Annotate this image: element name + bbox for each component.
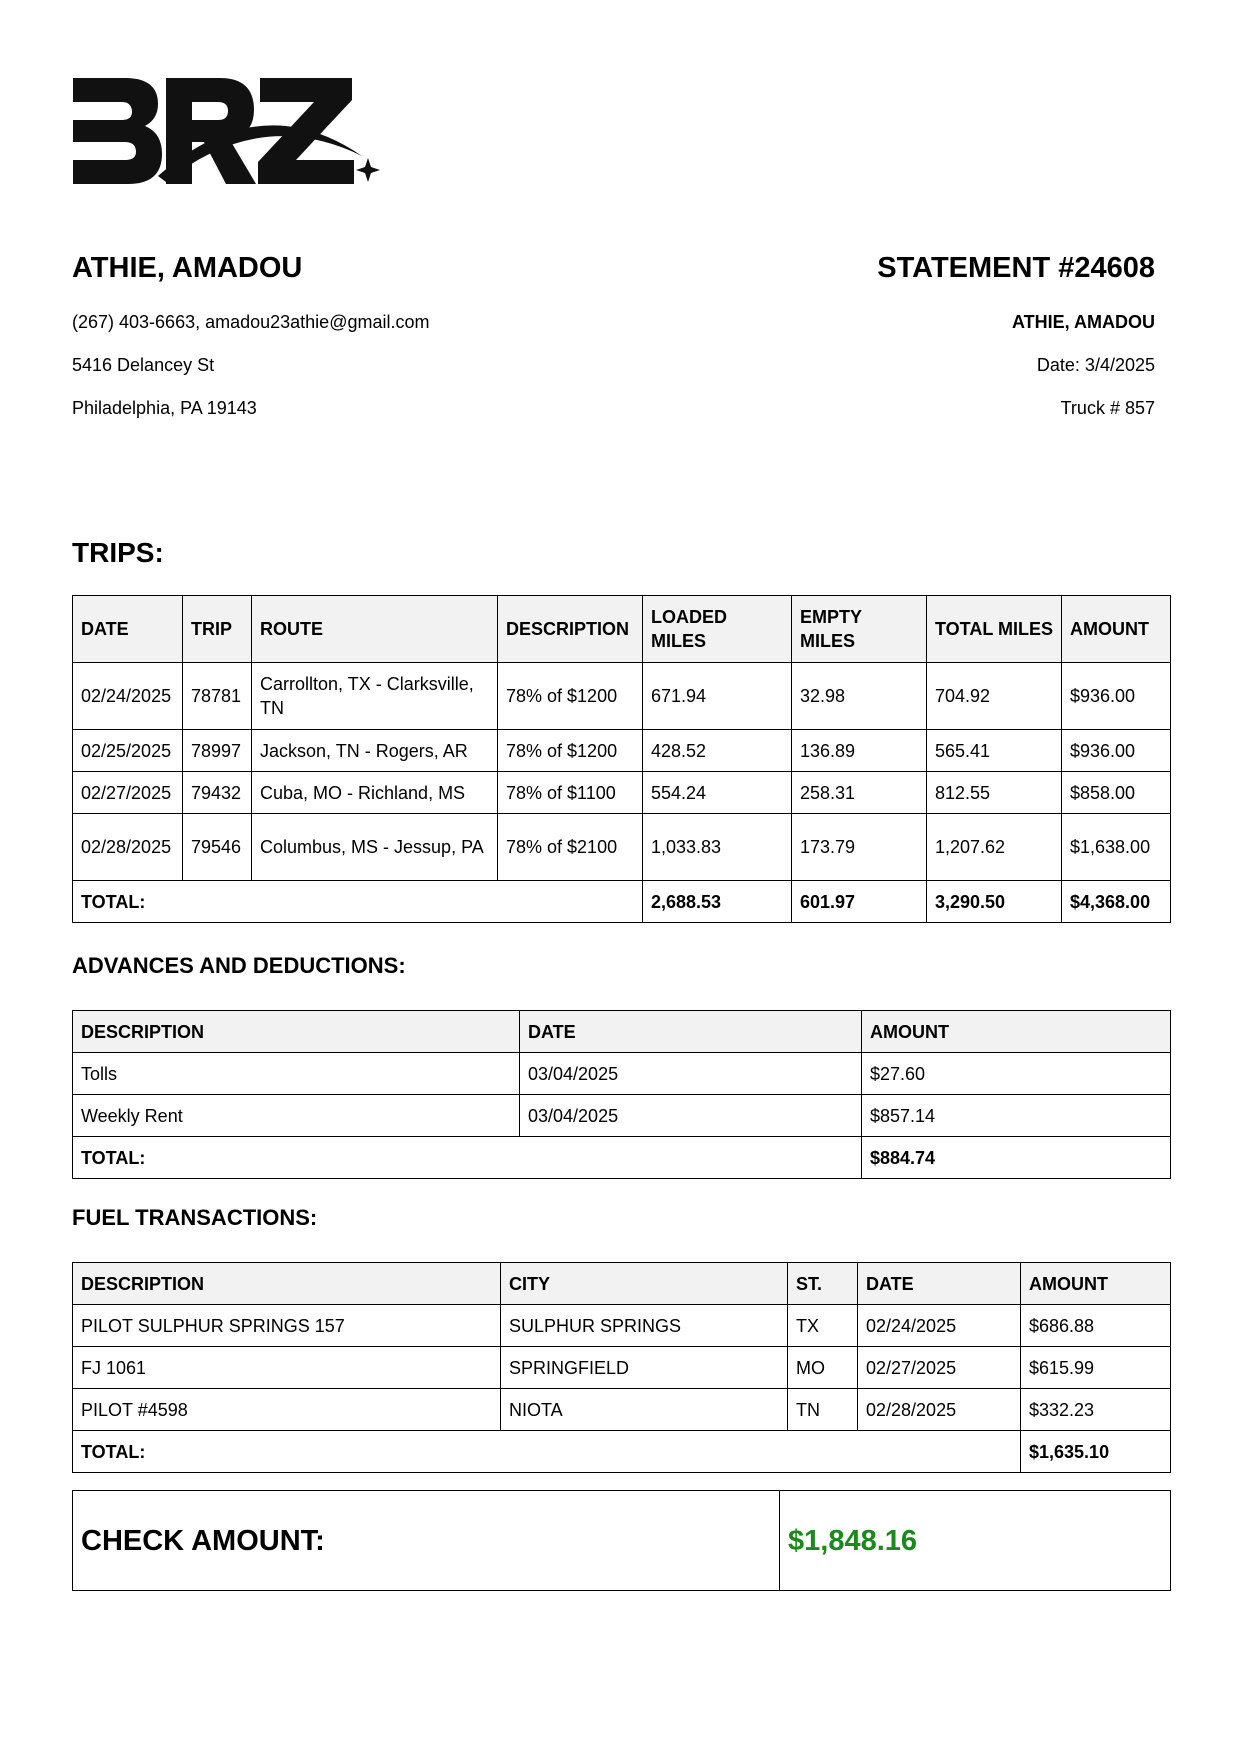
cell: 565.41 — [927, 730, 1062, 772]
cell: 02/28/2025 — [73, 814, 183, 881]
cell: 78997 — [183, 730, 252, 772]
cell: 02/28/2025 — [858, 1389, 1021, 1431]
driver-street: 5416 Delancey St — [72, 355, 215, 375]
cell: 02/27/2025 — [73, 772, 183, 814]
total-amount: $884.74 — [862, 1137, 1171, 1179]
statement-date: Date: 3/4/2025 — [1036, 355, 1155, 375]
col-header: EMPTY MILES — [792, 596, 927, 663]
cell: Jackson, TN - Rogers, AR — [252, 730, 498, 772]
cell: 02/25/2025 — [73, 730, 183, 772]
cell: 1,033.83 — [643, 814, 792, 881]
cell: TX — [788, 1305, 858, 1347]
col-header: DATE — [520, 1011, 862, 1053]
cell: $332.23 — [1021, 1389, 1171, 1431]
table-row — [73, 663, 1171, 730]
total-amount: $1,635.10 — [1021, 1431, 1171, 1473]
truck-number: Truck # 857 — [1060, 398, 1155, 418]
cell: Tolls — [73, 1053, 520, 1095]
deductions-table — [72, 1010, 1171, 1179]
cell: SPRINGFIELD — [501, 1347, 788, 1389]
trips-header-row — [73, 596, 1171, 663]
check-amount-label: CHECK AMOUNT: — [73, 1491, 780, 1591]
col-header: AMOUNT — [862, 1011, 1171, 1053]
cell: 812.55 — [927, 772, 1062, 814]
cell: 78% of $2100 — [498, 814, 643, 881]
cell: PILOT #4598 — [73, 1389, 501, 1431]
cell: $686.88 — [1021, 1305, 1171, 1347]
col-header: CITY — [501, 1263, 788, 1305]
table-row — [73, 772, 1171, 814]
cell: 02/27/2025 — [858, 1347, 1021, 1389]
fuel-total-row — [73, 1431, 1171, 1473]
table-row — [73, 1347, 1171, 1389]
col-header: TRIP — [183, 596, 252, 663]
col-header: ST. — [788, 1263, 858, 1305]
trips-total-row — [73, 881, 1171, 923]
col-header: DESCRIPTION — [73, 1263, 501, 1305]
cell: $27.60 — [862, 1053, 1171, 1095]
deductions-header-row — [73, 1011, 1171, 1053]
cell: 32.98 — [792, 663, 927, 730]
trips-table — [72, 595, 1171, 923]
cell: 03/04/2025 — [520, 1095, 862, 1137]
total-empty-miles: 601.97 — [792, 881, 927, 923]
cell: $1,638.00 — [1062, 814, 1171, 881]
deductions-heading: ADVANCES AND DEDUCTIONS: — [72, 953, 406, 978]
cell: $615.99 — [1021, 1347, 1171, 1389]
col-header: DESCRIPTION — [73, 1011, 520, 1053]
cell: FJ 1061 — [73, 1347, 501, 1389]
col-header: LOADED MILES — [643, 596, 792, 663]
total-amount: $4,368.00 — [1062, 881, 1171, 923]
driver-city: Philadelphia, PA 19143 — [72, 398, 257, 418]
cell: 173.79 — [792, 814, 927, 881]
driver-name: ATHIE, AMADOU — [72, 252, 303, 284]
fuel-heading: FUEL TRANSACTIONS: — [72, 1205, 318, 1230]
cell: 258.31 — [792, 772, 927, 814]
total-total-miles: 3,290.50 — [927, 881, 1062, 923]
statement-title: STATEMENT #24608 — [877, 252, 1155, 284]
fuel-table — [72, 1262, 1171, 1473]
cell: 1,207.62 — [927, 814, 1062, 881]
fuel-header-row — [73, 1263, 1171, 1305]
total-loaded-miles: 2,688.53 — [643, 881, 792, 923]
trips-heading: TRIPS: — [72, 537, 164, 568]
deductions-total-row — [73, 1137, 1171, 1179]
cell: $858.00 — [1062, 772, 1171, 814]
cell: Columbus, MS - Jessup, PA — [252, 814, 498, 881]
col-header: DATE — [73, 596, 183, 663]
brz-logo — [70, 76, 380, 191]
cell: Weekly Rent — [73, 1095, 520, 1137]
cell: 79546 — [183, 814, 252, 881]
cell: Cuba, MO - Richland, MS — [252, 772, 498, 814]
cell: Carrollton, TX - Clarksville, TN — [252, 663, 498, 730]
table-row — [73, 1095, 1171, 1137]
cell: $857.14 — [862, 1095, 1171, 1137]
col-header: TOTAL MILES — [927, 596, 1062, 663]
col-header: ROUTE — [252, 596, 498, 663]
cell: NIOTA — [501, 1389, 788, 1431]
table-row — [73, 814, 1171, 881]
driver-contact: (267) 403-6663, amadou23athie@gmail.com — [72, 312, 430, 332]
statement-payee: ATHIE, AMADOU — [1012, 312, 1155, 332]
total-label: TOTAL: — [73, 1137, 862, 1179]
cell: 78781 — [183, 663, 252, 730]
table-row — [73, 1389, 1171, 1431]
cell: 78% of $1200 — [498, 663, 643, 730]
cell: 79432 — [183, 772, 252, 814]
table-row — [73, 730, 1171, 772]
cell: SULPHUR SPRINGS — [501, 1305, 788, 1347]
cell: PILOT SULPHUR SPRINGS 157 — [73, 1305, 501, 1347]
cell: 78% of $1200 — [498, 730, 643, 772]
cell: $936.00 — [1062, 663, 1171, 730]
cell: 02/24/2025 — [73, 663, 183, 730]
cell: 428.52 — [643, 730, 792, 772]
col-header: DESCRIPTION — [498, 596, 643, 663]
col-header: DATE — [858, 1263, 1021, 1305]
col-header: AMOUNT — [1021, 1263, 1171, 1305]
table-row — [73, 1305, 1171, 1347]
check-amount-box — [72, 1490, 1171, 1591]
col-header: AMOUNT — [1062, 596, 1171, 663]
check-amount-value: $1,848.16 — [780, 1491, 1171, 1591]
cell: 704.92 — [927, 663, 1062, 730]
cell: 02/24/2025 — [858, 1305, 1021, 1347]
cell: 554.24 — [643, 772, 792, 814]
total-label: TOTAL: — [73, 881, 643, 923]
cell: 03/04/2025 — [520, 1053, 862, 1095]
cell: MO — [788, 1347, 858, 1389]
cell: 78% of $1100 — [498, 772, 643, 814]
cell: TN — [788, 1389, 858, 1431]
cell: 671.94 — [643, 663, 792, 730]
cell: 136.89 — [792, 730, 927, 772]
table-row — [73, 1053, 1171, 1095]
total-label: TOTAL: — [73, 1431, 1021, 1473]
cell: $936.00 — [1062, 730, 1171, 772]
